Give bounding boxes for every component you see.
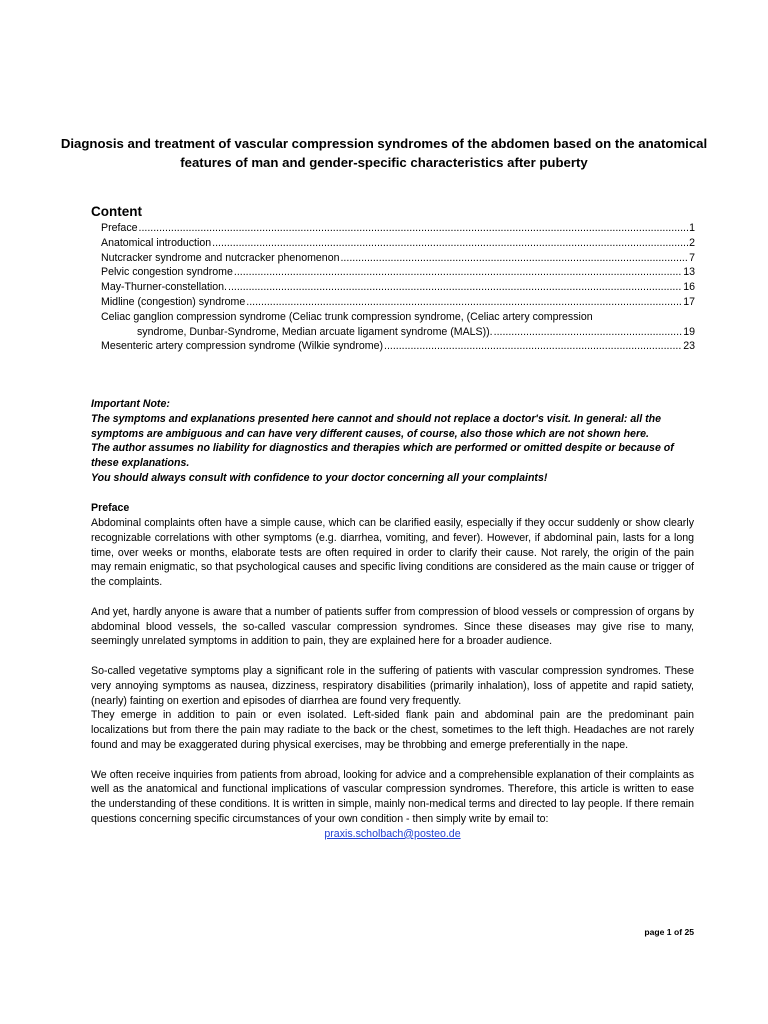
body-paragraph: We often receive inquiries from patients from abroad, looking for advice and a comprehensible explanation of their complaints as well as the anatomical and functional implications of vascular compression syndromes. Therefore, this article is written to ease the understanding of these conditions. It is written in simple, mainly non-medical terms and directed to lay people. If there remain questions concerning specific circumstances of your own condition - then simply write by email to: xyxy=(91,768,694,825)
toc-entry-nutcracker[interactable] xyxy=(101,251,695,266)
toc-entry-page: 7 xyxy=(689,251,695,264)
body-paragraph: And yet, hardly anyone is aware that a number of patients suffer from compression of blood vessels or compression of organs by abdominal blood vessels, the so-called vascular compression syndromes. Since these diseases may give rise to many, seemingly unrelated symptoms in addition to pain, they are explained here for a broader audience. xyxy=(91,605,694,648)
toc-entry-page: 16 xyxy=(683,281,695,294)
toc-entry-title: May-Thurner-constellation. xyxy=(101,281,227,294)
document-title: Diagnosis and treatment of vascular compression syndromes of the abdomen based on the anatomical features of man and gender-specific characteristics after puberty xyxy=(60,136,708,170)
toc-leader-dots xyxy=(246,295,682,310)
toc-entry-page: 1 xyxy=(689,222,695,234)
toc-leader-dots xyxy=(340,251,688,266)
toc-entry-pelvic-congestion[interactable] xyxy=(101,265,695,280)
note-line: You should always consult with confidence to your doctor concerning all your complaints! xyxy=(91,471,548,484)
table-of-contents xyxy=(101,221,695,354)
toc-entry-page: 13 xyxy=(683,266,695,279)
toc-entry-page: 2 xyxy=(689,236,695,249)
toc-entry-celiac-ganglion[interactable] xyxy=(101,310,695,340)
toc-entry-title-continued: syndrome, Dunbar-Syndrome, Median arcuate ligament syndrome (MALS)). xyxy=(137,325,493,338)
body-paragraph: So-called vegetative symptoms play a significant role in the suffering of patients with vascular compression syndromes. These very annoying symptoms as nausea, dizziness, respiratory disabilities (primarily inhalation), loss of appetite and rapid satiety, (nearly) fainting on exertion and episodes of diarrhea are found very frequently. xyxy=(91,664,694,707)
preface-body xyxy=(91,516,694,842)
toc-entry-preface[interactable] xyxy=(101,221,695,236)
note-line: The symptoms and explanations presented here cannot and should not replace a doctor's visit. In general: all the symptoms are ambiguous and can have very different causes, of course, also those which are not shown here. xyxy=(91,412,661,440)
body-paragraph: Abdominal complaints often have a simple cause, which can be clarified easily, especially if they occur suddenly or show clearly recognizable correlations with other symptoms (e.g. diarrhea, vomiting, and fever). However, if abdominal pain, lasts for a long time, over weeks or months, elaborate tests are often required in order to clarify their cause. Not rarely, the origin of the pain may remain enigmatic, so that psychological causes and specific living conditions are considered as the main cause or trigger of the complaints. xyxy=(91,517,694,589)
preface-heading: Preface xyxy=(91,502,130,514)
toc-heading: Content xyxy=(91,204,142,219)
toc-entry-anatomical-introduction[interactable] xyxy=(101,236,695,251)
toc-leader-dots xyxy=(234,265,682,280)
email-link[interactable]: praxis.scholbach@posteo.de xyxy=(324,827,461,840)
toc-entry-title: Mesenteric artery compression syndrome (Wilkie syndrome) xyxy=(101,340,383,353)
page-number: page 1 of 25 xyxy=(644,927,694,937)
body-paragraph: They emerge in addition to pain or even isolated. Left-sided flank pain and abdominal pain are the predominant pain localizations but from there the pain may radiate to the back or the chest, sometimes to the left thigh. Headaches are not rarely found and may be exaggerated during physical exercises, may be throbbing and emerge preferentially in the nape. xyxy=(91,709,694,751)
toc-leader-dots xyxy=(384,339,682,354)
toc-entry-page: 23 xyxy=(683,340,695,353)
toc-entry-title: Celiac ganglion compression syndrome (Celiac trunk compression syndrome, (Celiac artery compression xyxy=(101,310,593,323)
toc-leader-dots xyxy=(494,325,683,340)
toc-entry-title: Anatomical introduction xyxy=(101,236,212,249)
toc-entry-mesenteric-artery[interactable] xyxy=(101,339,695,354)
toc-entry-may-thurner[interactable] xyxy=(101,280,695,295)
toc-entry-page: 19 xyxy=(683,325,695,338)
important-note xyxy=(91,397,694,486)
toc-entry-midline-congestion[interactable] xyxy=(101,295,695,310)
toc-entry-title: Preface xyxy=(101,222,138,234)
toc-entry-page: 17 xyxy=(683,295,695,308)
toc-entry-title: Pelvic congestion syndrome xyxy=(101,266,233,279)
note-line: The author assumes no liability for diagnostics and therapies which are performed or omitted despite or because of these explanations. xyxy=(91,442,674,470)
toc-entry-title: Midline (congestion) syndrome xyxy=(101,295,246,308)
toc-leader-dots xyxy=(228,280,682,295)
toc-entry-title: Nutcracker syndrome and nutcracker phenomenon xyxy=(101,251,340,264)
toc-leader-dots xyxy=(212,236,688,251)
toc-leader-dots xyxy=(139,221,689,236)
note-heading: Important Note: xyxy=(91,398,170,410)
